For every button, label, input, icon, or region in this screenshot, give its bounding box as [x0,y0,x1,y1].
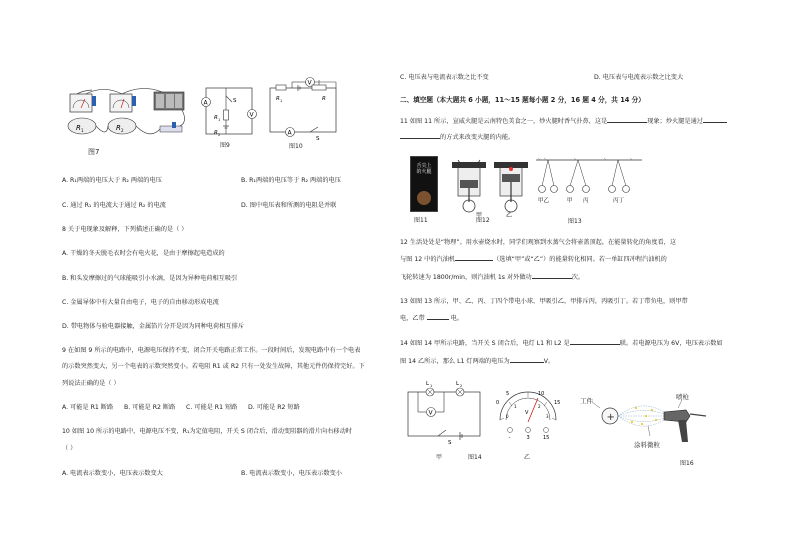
svg-text:L: L [456,381,460,387]
q14-line-2 [400,358,554,365]
q14-text-c: 图 14 乙所示，那么 L1 灯两端的电压为 [400,358,510,365]
q13-line-2 [400,315,463,322]
q13-line-1: 13 如图 13 所示，甲、乙、丙、丁四个带电小球，甲吸引乙，甲排斥丙，丙吸引丁。若丁带负电，则甲带 [400,298,688,305]
q10-option-a: A. 电流表示数变小，电压表示数变大 [62,470,163,477]
q7-option-c: C. 通过 R₁ 的电流大于通过 R₂ 的电流 [62,202,166,209]
q11-text-c: 的方式来改变火腿的内能。 [440,134,515,141]
q9-option-a: A. 可能是 R1 断路 [62,404,114,411]
q9-line-3: 列说法正确的是（ ） [62,380,120,387]
q14-blank-2[interactable] [510,362,544,363]
q9-option-b: B. 可能是 R2 断路 [124,404,176,411]
q8-option-b: B. 和头发摩擦过的气球能吸引小水滴，是因为异种电荷相互吸引 [62,275,238,282]
figure-9 [194,86,260,140]
svg-text:R: R [76,124,81,132]
q12-line-1: 12 生活处处是“物理”。用水壶烧水时，同学们观察到水蒸气会将壶盖顶起，在能量转化的角度看，这 [400,239,677,246]
q12-text-b: （选填“甲”或“乙”）的能量转化相同。若一单缸四冲程汽油机的 [493,256,667,263]
svg-text:S: S [316,136,320,142]
q12-blank-1[interactable] [455,260,493,261]
q7-option-d: D. 图中电压表和所测的电阻是并联 [241,202,337,209]
svg-text:L: L [426,381,430,387]
figure-10 [262,74,346,144]
q10-option-d: D. 电压表与电流表示数之比变大 [594,74,684,81]
figure-7 [62,82,190,144]
svg-text:A: A [287,129,292,137]
q12-text-c: 飞轮转速为 1800r/min，则汽油机 1s 对外做功 [400,274,532,281]
figure-13 [534,156,644,208]
meter-scale-15: 15 [554,400,561,406]
meter-scale-5: 5 [506,391,510,397]
svg-text:A: A [203,99,208,107]
meter-terminal-3: 3 [526,435,530,440]
q13-text-b: 电。 [450,315,464,322]
meter-terminal-neg: - [508,435,511,440]
svg-text:2: 2 [218,133,221,137]
figure-13-label-1: 甲乙 [538,198,550,204]
figure-11-image [410,156,438,212]
q9-line-2: 的示数突然变大，另一个电表的示数突然变小。若电阻 R1 或 R2 只有一处发生故障，其他元件仍保持完好。下 [62,363,365,370]
svg-text:R: R [322,96,326,102]
figure-13-caption: 图13 [568,218,582,225]
section-title-fill-in: 二、填空题（本大题共 6 小题，11～15 题每小题 2 分，16 题 4 分，共 14 分） [400,96,645,104]
q10-option-b: B. 电流表示数变小，电压表示数变小 [241,470,342,477]
svg-text:1: 1 [218,118,221,122]
q13-text-a: 电，乙带 [400,315,425,322]
figure-13-label-3: 丙 [583,198,589,204]
svg-text:V: V [428,409,433,417]
svg-text:R: R [214,130,218,136]
figure-14-label-yi: 乙 [524,454,531,461]
figure-14-circuit [404,380,484,446]
figure-10-caption: 图10 [289,143,303,150]
svg-text:V: V [525,410,529,416]
figure-16-label-spray-gun: 喷枪 [676,393,689,401]
svg-text:R: R [116,124,121,132]
q14-text-b: 联。若电源电压为 6V，电压表示数如 [619,340,723,347]
q10-option-c: C. 电压表与电流表示数之比不变 [400,74,489,81]
figure-12-caption: 图12 [476,217,490,224]
q9-option-c: C. 可能是 R1 短路 [186,404,238,411]
q11-text-b: 现象；炒火腿是通过 [647,118,703,125]
svg-text:2: 2 [460,384,463,388]
q9-option-d: D. 可能是 R2 短路 [248,404,300,411]
figure-12 [448,156,532,218]
q8-option-a: A. 干燥的冬天脱毛衣时会有电火花，是由于摩擦起电造成的 [62,250,225,257]
svg-text:S: S [233,98,237,104]
q12-blank-2[interactable] [532,278,572,279]
svg-text:R: R [214,115,218,121]
q12-line-2 [400,256,667,263]
figure-7-caption: 图7 [88,148,100,156]
svg-text:V: V [307,79,312,87]
q10-line-1: 10 如图 10 所示的电路中，电源电压不变，R₁为定值电阻，开关 S 闭合后，滑动变阻器的滑片向右移动时 [62,428,352,435]
meter-scale-0b: 0 [506,414,509,419]
q10-line-2: （ ） [62,445,77,452]
figure-16-caption: 图16 [680,460,694,467]
q7-option-a: A. R₁两端的电压大于 R₂ 两端的电压 [62,177,162,184]
q14-text-d: V。 [543,358,555,365]
meter-terminal-15: 15 [543,435,550,440]
figure-14-caption: 图14 [468,454,482,461]
figure-9-caption: 图9 [220,142,230,149]
meter-scale-10: 10 [538,391,545,397]
svg-text:1: 1 [430,384,433,388]
svg-text:1: 1 [280,99,283,103]
svg-text:+: + [606,412,615,423]
q13-blank[interactable] [427,319,449,320]
figure-14-label-jia: 甲 [436,454,443,461]
figure-16-label-paint-particles: 涂料微粒 [634,441,660,449]
svg-text:R: R [276,96,280,102]
figure-16-label-workpiece: 工件 [580,397,593,405]
svg-text:S: S [448,440,452,446]
q12-text-a: 与图 12 中的汽油机 [400,256,456,263]
q11-text-a: 11 如图 11 所示，宣威火腿是云南特色美食之一，炒火腿时香气扑鼻，这是 [400,118,608,125]
figure-12-label-yi: 乙 [506,212,513,218]
figure-14-voltmeter [492,390,564,440]
q11-blank-2-cont[interactable] [400,138,440,139]
svg-text:1: 1 [81,128,84,133]
q12-line-3 [400,274,584,281]
q9-line-1: 9 在如图 9 所示的电路中，电源电压保持不变，闭合开关电路正常工作。一段时间后，发现电路中有一个电表 [62,347,361,354]
q14-line-1 [400,340,723,347]
svg-text:2: 2 [121,128,124,133]
q7-option-b: B. R₁两端的电压等于 R₂ 两端的电压 [241,177,341,184]
meter-scale-3: 3 [546,414,549,419]
meter-scale-0a: 0 [496,400,500,406]
meter-scale-1: 1 [514,404,517,409]
meter-scale-2: 2 [538,404,541,409]
q11-line-2 [400,134,514,141]
q11-blank-2[interactable] [703,122,727,123]
q8-option-d: D. 带电物体与验电器接触，金属箔片分开是因为同种电荷相互排斥 [62,323,244,330]
q11-blank-1[interactable] [607,122,647,123]
figure-13-label-4: 丙丁 [613,198,625,204]
q8-option-c: C. 金属导体中有大量自由电子，电子的自由移动形成电流 [62,299,219,306]
q14-blank-1[interactable] [570,344,620,345]
svg-text:V: V [249,111,254,119]
q12-text-d: 次。 [571,274,585,281]
book-cover-title: 舌尖上的火腿 [416,163,432,175]
figure-13-label-2: 甲 [567,198,573,204]
q11-line-1 [400,118,727,125]
figure-12-label-jia: 甲 [476,212,483,218]
q14-text-a: 14 如图 14 甲所示电路，当开关 S 闭合后，电灯 L1 和 L2 是 [400,340,570,347]
figure-11-caption: 图11 [414,217,428,224]
q8-stem: 8 关于电现象及解释，下列描述正确的是（ ） [62,226,188,233]
